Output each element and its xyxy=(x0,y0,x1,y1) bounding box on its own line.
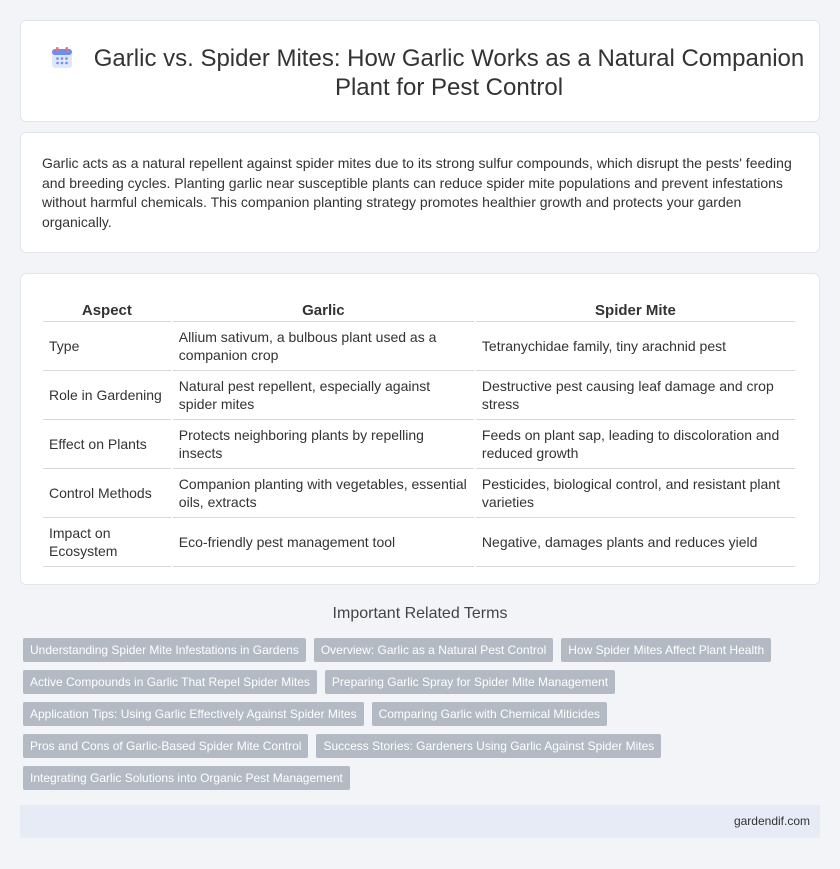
calendar-icon xyxy=(50,46,74,70)
table-header-row xyxy=(43,296,795,322)
footer-site-name: gardendif.com xyxy=(733,814,810,828)
related-term-link[interactable]: Overview: Garlic as a Natural Pest Control xyxy=(314,638,553,662)
table-cell: Control Methods xyxy=(43,469,171,518)
table-cell: Negative, damages plants and reduces yield xyxy=(476,518,795,567)
table-cell: Companion planting with vegetables, essential oils, extracts xyxy=(173,469,474,518)
related-term-link[interactable]: Integrating Garlic Solutions into Organic Pest Management xyxy=(23,766,350,790)
related-term-link[interactable]: Application Tips: Using Garlic Effectively Against Spider Mites xyxy=(23,702,364,726)
table-cell: Tetranychidae family, tiny arachnid pest xyxy=(476,322,795,371)
related-term-link[interactable]: Understanding Spider Mite Infestations in Gardens xyxy=(23,638,306,662)
header-garlic: Garlic xyxy=(173,296,474,322)
header-aspect: Aspect xyxy=(43,296,171,322)
table-cell: Feeds on plant sap, leading to discoloration and reduced growth xyxy=(476,420,795,469)
table-cell: Eco-friendly pest management tool xyxy=(173,518,474,567)
table-row xyxy=(43,371,795,420)
related-term-link[interactable]: Pros and Cons of Garlic-Based Spider Mite Control xyxy=(23,734,308,758)
intro-text: Garlic acts as a natural repellent against spider mites due to its strong sulfur compounds, which disrupt the pests' feeding and breeding cycles. Planting garlic near susceptible plants can reduce spider mite populations and prevent infestations without harmful chemicals. This companion planting strategy promotes healthier growth and protects your garden organically. xyxy=(42,155,792,230)
page-title: Garlic vs. Spider Mites: How Garlic Works as a Natural Companion Plant for Pest Control xyxy=(93,45,805,101)
table-row xyxy=(43,469,795,518)
related-term-link[interactable]: Comparing Garlic with Chemical Miticides xyxy=(372,702,607,726)
related-term-link[interactable]: Preparing Garlic Spray for Spider Mite Management xyxy=(325,670,615,694)
table-cell: Type xyxy=(43,322,171,371)
table-cell: Destructive pest causing leaf damage and crop stress xyxy=(476,371,795,420)
comparison-table-card xyxy=(20,273,820,585)
table-cell: Pesticides, biological control, and resistant plant varieties xyxy=(476,469,795,518)
table-cell: Natural pest repellent, especially against spider mites xyxy=(173,371,474,420)
related-term-link[interactable]: Active Compounds in Garlic That Repel Spider Mites xyxy=(23,670,317,694)
table-cell: Protects neighboring plants by repelling insects xyxy=(173,420,474,469)
intro-card xyxy=(20,132,820,253)
related-terms-list xyxy=(23,638,803,790)
header-card xyxy=(20,20,820,122)
table-row xyxy=(43,322,795,371)
comparison-table xyxy=(41,296,797,567)
table-cell: Impact on Ecosystem xyxy=(43,518,171,567)
related-term-link[interactable]: How Spider Mites Affect Plant Health xyxy=(561,638,771,662)
header-spider-mite: Spider Mite xyxy=(476,296,795,322)
table-cell: Role in Gardening xyxy=(43,371,171,420)
table-cell: Effect on Plants xyxy=(43,420,171,469)
table-row xyxy=(43,420,795,469)
related-terms-title: Important Related Terms xyxy=(332,605,508,622)
table-row xyxy=(43,518,795,567)
table-cell: Allium sativum, a bulbous plant used as a companion crop xyxy=(173,322,474,371)
footer xyxy=(20,805,820,838)
related-term-link[interactable]: Success Stories: Gardeners Using Garlic Against Spider Mites xyxy=(316,734,661,758)
